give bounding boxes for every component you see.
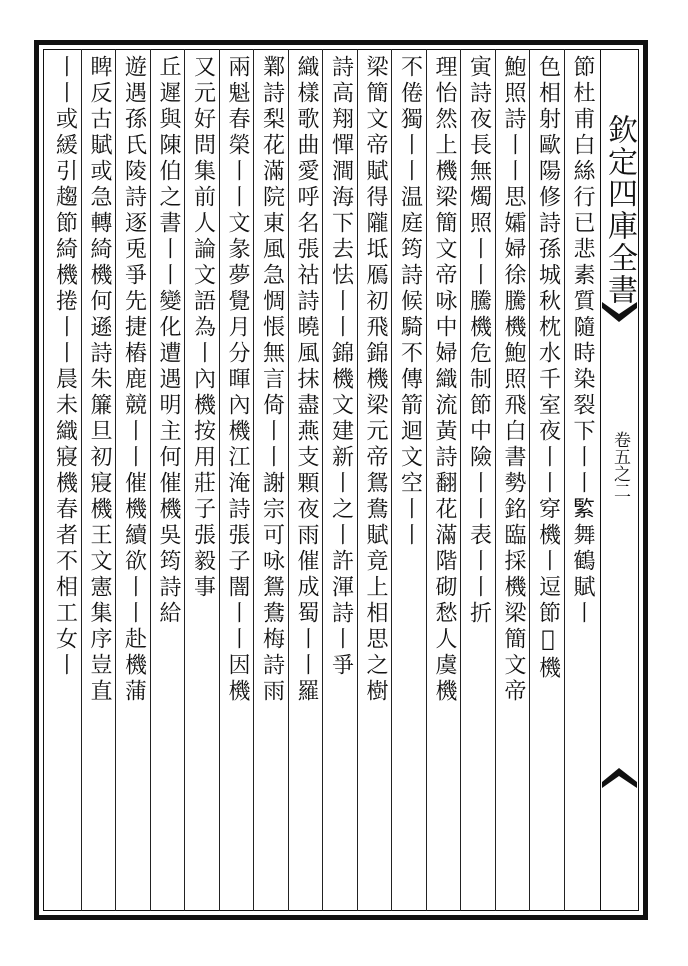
column-rule <box>357 49 358 911</box>
text-column: 丨丨或緩引趨節綺機捲丨丨晨未織寢機春者不相工女丨 <box>52 55 78 679</box>
column-rule <box>460 49 461 911</box>
column-rule <box>426 49 427 911</box>
text-column: 遊遇孫氏陵詩逐兎爭先捷樁鹿競丨丨催機續欲丨丨赴機蒲 <box>121 55 147 705</box>
text-column: 色相射歐陽修詩孫城秋枕水千室夜丨丨穿機丨逗節𡨕機 <box>535 55 561 682</box>
column-rule <box>529 49 530 911</box>
text-column: 梁簡文帝賦得隴坻鴈初飛錦機梁元帝鴛鴦賦竟上相思之樹 <box>363 55 388 705</box>
text-column: 丘遲與陳伯之書丨丨變化遭遇明主何催機吳筠詩給 <box>156 55 181 627</box>
column-rule <box>184 49 185 911</box>
column-rule <box>150 49 151 911</box>
column-rule <box>391 49 392 911</box>
text-column: 鮑照詩丨丨思孀婦徐騰機鮑照飛白書勢銘臨採機梁簡文帝 <box>501 55 526 705</box>
text-column: 兩魁春榮丨丨文彖夢覺月分暉內機江淹詩張子闇丨丨因機 <box>225 55 250 705</box>
text-column: 詩高翔憚澗海下去怯丨丨錦機文建新丨之丨許渾詩丨爭 <box>328 55 354 679</box>
column-rule <box>115 49 116 911</box>
fish-tail-mark-icon <box>600 300 639 330</box>
column-rule <box>322 49 323 911</box>
text-column: 睥反古賦或急轉綺機何遜詩朱簾旦初寢機王文憲集序豈直 <box>87 55 112 705</box>
volume-label: 卷五之二 <box>610 431 630 499</box>
column-rule <box>81 49 82 911</box>
column-rule <box>288 49 289 911</box>
text-column: 寅詩夜長無燭照丨丨騰機危制節中險丨丨表丨丨折 <box>466 55 492 627</box>
text-column: 理怡然上機梁簡文帝咏中婦織流黃詩翻花滿階砌愁人虞機 <box>432 55 457 705</box>
book-title: 欽定四庫全書 <box>602 114 637 306</box>
column-rule <box>253 49 254 911</box>
text-column: 鄴詩梨花滿院東風急惆悵無言倚丨丨謝宗可咏鴛鴦梅詩雨 <box>259 55 285 705</box>
column-rule <box>219 49 220 911</box>
text-column: 不倦獨丨丨温庭筠詩候騎不傳箭迴文空丨丨 <box>397 55 423 549</box>
column-rule <box>564 49 565 911</box>
column-rule <box>495 49 496 911</box>
text-column: 又元好問集前人論文語為丨內機按用莊子張毅事 <box>190 55 216 601</box>
fish-tail-bottom-mark-icon <box>600 760 639 790</box>
text-column: 節杜甫白絲行已悲素質隨時染裂下丨丨𦂳舞鶴賦丨 <box>570 55 595 627</box>
text-column: 織樣歌曲愛呼名張祜詩曉風抹盡燕支顆夜雨催成蜀丨丨羅 <box>294 55 319 705</box>
